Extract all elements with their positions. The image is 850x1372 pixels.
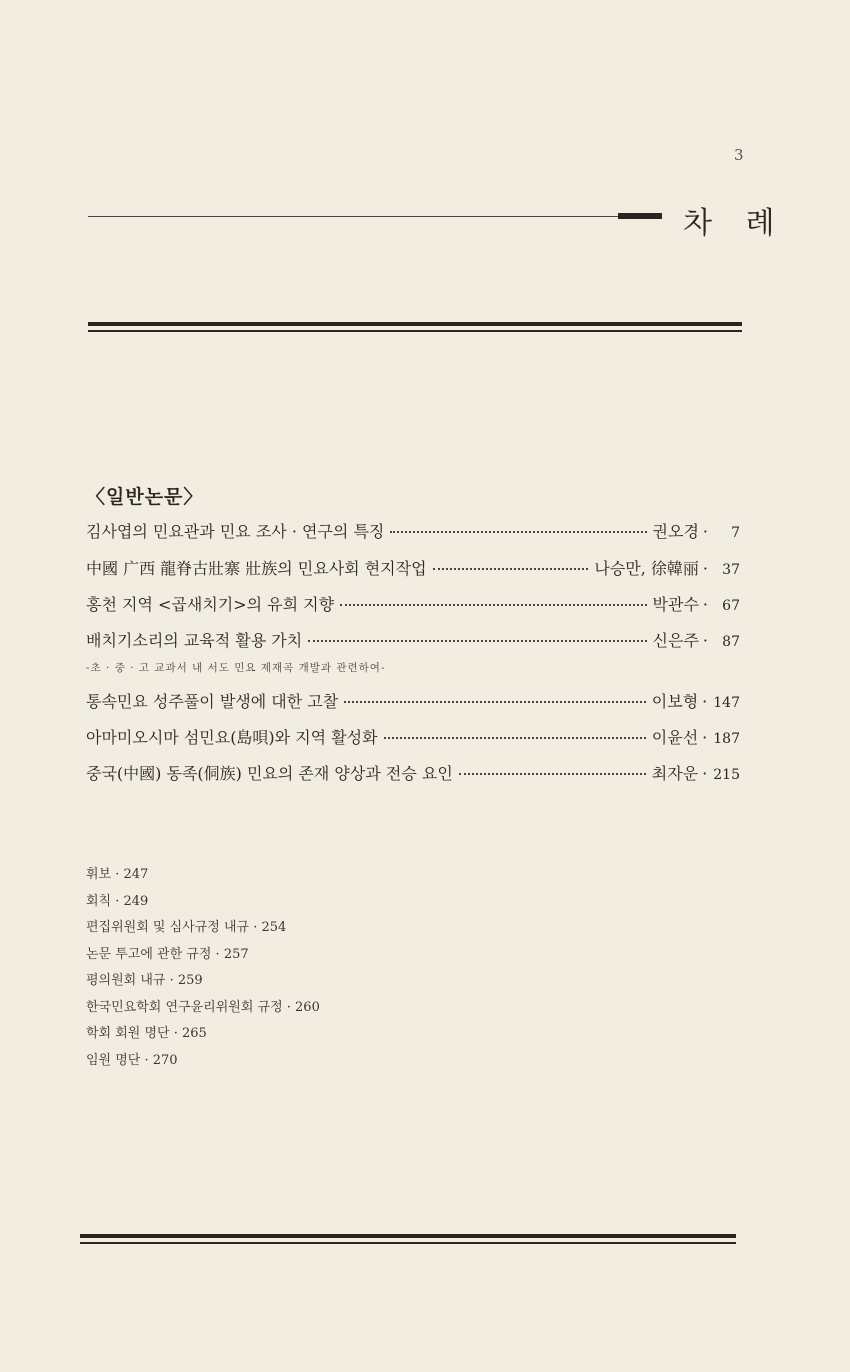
appendix-list bbox=[86, 862, 320, 1074]
entry-page: 7 bbox=[731, 525, 740, 541]
entry-page: 187 bbox=[713, 731, 740, 747]
dot-leader bbox=[308, 640, 646, 642]
entry-author: 최자운 bbox=[651, 764, 699, 783]
appendix-item[interactable]: 한국민요학회 연구윤리위원회 규정 · 260 bbox=[86, 999, 320, 1015]
entry-separator: · bbox=[702, 631, 708, 650]
toc-entry[interactable] bbox=[86, 761, 740, 784]
entry-title: 김사엽의 민요관과 민요 조사 · 연구의 특징 bbox=[86, 522, 385, 541]
toc-entry[interactable] bbox=[86, 519, 740, 542]
double-rule-top bbox=[88, 322, 742, 332]
dot-leader bbox=[384, 737, 646, 739]
toc-entry[interactable] bbox=[86, 689, 740, 712]
entry-title: 배치기소리의 교육적 활용 가치 bbox=[86, 631, 303, 650]
appendix-item[interactable]: 논문 투고에 관한 규정 · 257 bbox=[86, 946, 249, 962]
entry-title: 中國 广西 龍脊古壯寨 壯族의 민요사회 현지작업 bbox=[86, 559, 427, 578]
dot-leader bbox=[390, 531, 646, 533]
toc-entry[interactable] bbox=[86, 628, 740, 651]
page-number: 3 bbox=[734, 146, 744, 164]
dot-leader bbox=[340, 604, 646, 606]
entry-separator: · bbox=[702, 522, 708, 541]
entry-separator: · bbox=[702, 692, 708, 711]
appendix-item[interactable]: 편집위원회 및 심사규정 내규 · 254 bbox=[86, 920, 287, 935]
entry-title: 통속민요 성주풀이 발생에 대한 고찰 bbox=[86, 692, 339, 711]
double-rule-bottom bbox=[80, 1234, 736, 1244]
entry-author: 권오경 bbox=[652, 522, 699, 541]
dot-leader bbox=[459, 773, 646, 775]
toc-entry[interactable] bbox=[86, 592, 740, 615]
toc-entry[interactable] bbox=[86, 725, 740, 748]
entry-author: 이보형 bbox=[651, 692, 699, 711]
appendix-item[interactable]: 임원 명단 · 270 bbox=[86, 1052, 178, 1068]
appendix-item[interactable]: 학회 회원 명단 · 265 bbox=[86, 1026, 207, 1041]
entry-author: 나승만, 徐韓丽 bbox=[594, 559, 699, 578]
section-heading: 〈일반논문〉 bbox=[86, 486, 204, 508]
appendix-item[interactable]: 평의원회 내규 · 259 bbox=[86, 973, 203, 988]
appendix-item[interactable]: 휘보 · 247 bbox=[86, 867, 149, 882]
entry-author: 박관수 bbox=[652, 595, 699, 614]
header-rule-bar bbox=[618, 213, 662, 219]
entry-page: 215 bbox=[713, 767, 740, 783]
entry-author: 이윤선 bbox=[651, 728, 699, 747]
entry-title: 홍천 지역 <곱새치기>의 유희 지향 bbox=[86, 595, 335, 614]
entry-separator: · bbox=[702, 559, 708, 578]
entry-page: 87 bbox=[722, 634, 740, 650]
toc-title: 차 례 bbox=[683, 206, 787, 241]
entry-page: 147 bbox=[713, 695, 740, 711]
entry-subtitle: -초 · 중 · 고 교과서 내 서도 민요 제재곡 개발과 관련하여- bbox=[86, 662, 386, 674]
entry-separator: · bbox=[702, 595, 708, 614]
header-rule-thin bbox=[88, 216, 618, 217]
dot-leader bbox=[433, 568, 589, 570]
entry-author: 신은주 bbox=[652, 631, 699, 650]
entry-title: 중국(中國) 동족(侗族) 민요의 존재 양상과 전승 요인 bbox=[86, 764, 453, 783]
toc-entry[interactable] bbox=[86, 556, 740, 579]
dot-leader bbox=[344, 701, 646, 703]
entry-title: 아마미오시마 섬민요(島唄)와 지역 활성화 bbox=[86, 728, 378, 747]
appendix-item[interactable]: 회칙 · 249 bbox=[86, 893, 149, 909]
entry-separator: · bbox=[702, 764, 708, 783]
entry-page: 37 bbox=[722, 562, 740, 578]
entry-page: 67 bbox=[722, 598, 740, 614]
entry-separator: · bbox=[702, 728, 708, 747]
